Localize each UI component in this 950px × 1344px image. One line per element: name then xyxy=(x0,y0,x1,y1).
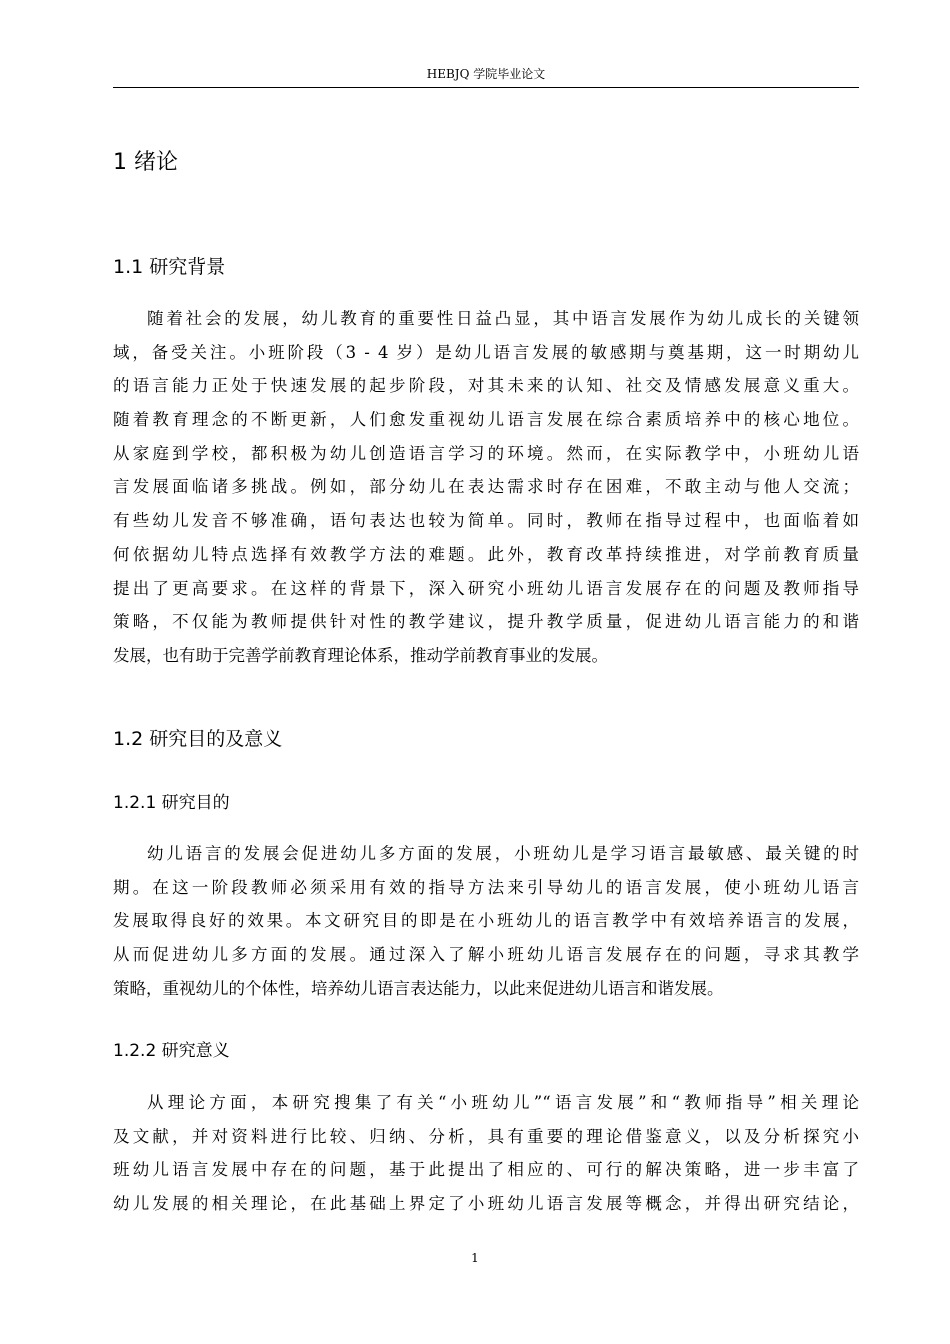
chapter-title: 1 绪论 xyxy=(113,150,178,175)
paragraph-line: 随着教育理念的不断更新，人们愈发重视幼儿语言发展在综合素质培养中的核心地位。 xyxy=(113,410,859,430)
paragraph-line: 策略，不仅能为教师提供针对性的教学建议，提升教学质量，促进幼儿语言能力的和谐 xyxy=(113,612,859,632)
paragraph-line: 发展，也有助于完善学前教育理论体系，推动学前教育事业的发展。 xyxy=(113,645,608,665)
paragraph-line: 言发展面临诸多挑战。例如，部分幼儿在表达需求时存在困难，不敢主动与他人交流； xyxy=(113,477,859,497)
subsection-heading-1-2-2: 1.2.2 研究意义 xyxy=(113,1041,230,1061)
paragraph-line: 有些幼儿发音不够准确，语句表达也较为简单。同时，教师在指导过程中，也面临着如 xyxy=(113,511,859,531)
paragraph-line: 期。在这一阶段教师必须采用有效的指导方法来引导幼儿的语言发展，使小班幼儿语言 xyxy=(113,877,859,897)
subsection-heading-1-2-1: 1.2.1 研究目的 xyxy=(113,793,230,813)
paragraph-line: 从理论方面，本研究搜集了有关“小班幼儿”“语言发展”和“教师指导”相关理论 xyxy=(147,1093,859,1112)
paragraph-line: 幼儿发展的相关理论，在此基础上界定了小班幼儿语言发展等概念，并得出研究结论， xyxy=(113,1194,859,1214)
running-header: HEBJQ 学院毕业论文 xyxy=(426,67,546,81)
paragraph-research-significance xyxy=(113,1086,859,1221)
paragraph-line: 从而促进幼儿多方面的发展。通过深入了解小班幼儿语言发展存在的问题，寻求其教学 xyxy=(113,945,859,965)
paragraph-line: 发展取得良好的效果。本文研究目的即是在小班幼儿的语言教学中有效培养语言的发展， xyxy=(113,911,859,931)
paragraph-line: 策略，重视幼儿的个体性，培养幼儿语言表达能力，以此来促进幼儿语言和谐发展。 xyxy=(113,978,724,998)
paragraph-research-purpose xyxy=(113,837,859,1005)
paragraph-line: 从家庭到学校，都积极为幼儿创造语言学习的环境。然而，在实际教学中，小班幼儿语 xyxy=(113,443,859,463)
paragraph-line: 随着社会的发展，幼儿教育的重要性日益凸显，其中语言发展作为幼儿成长的关键领 xyxy=(147,309,859,328)
header-divider xyxy=(113,87,859,88)
paragraph-line: 及文献，并对资料进行比较、归纳、分析，具有重要的理论借鉴意义，以及分析探究小 xyxy=(113,1126,859,1146)
paragraph-line: 幼儿语言的发展会促进幼儿多方面的发展，小班幼儿是学习语言最敏感、最关键的时 xyxy=(147,844,859,863)
paragraph-line: 班幼儿语言发展中存在的问题，基于此提出了相应的、可行的解决策略，进一步丰富了 xyxy=(113,1160,859,1180)
paragraph-research-background xyxy=(113,302,859,673)
paragraph-line: 提出了更高要求。在这样的背景下，深入研究小班幼儿语言发展存在的问题及教师指导 xyxy=(113,578,859,598)
paragraph-line: 域，备受关注。小班阶段（3 - 4 岁）是幼儿语言发展的敏感期与奠基期，这一时期幼儿 xyxy=(113,342,859,362)
page-number: 1 xyxy=(471,1251,479,1265)
section-heading-1-2: 1.2 研究目的及意义 xyxy=(113,728,283,750)
section-heading-1-1: 1.1 研究背景 xyxy=(113,256,226,278)
paragraph-line: 何依据幼儿特点选择有效教学方法的难题。此外，教育改革持续推进，对学前教育质量 xyxy=(113,544,859,564)
paragraph-line: 的语言能力正处于快速发展的起步阶段，对其未来的认知、社交及情感发展意义重大。 xyxy=(113,376,859,396)
